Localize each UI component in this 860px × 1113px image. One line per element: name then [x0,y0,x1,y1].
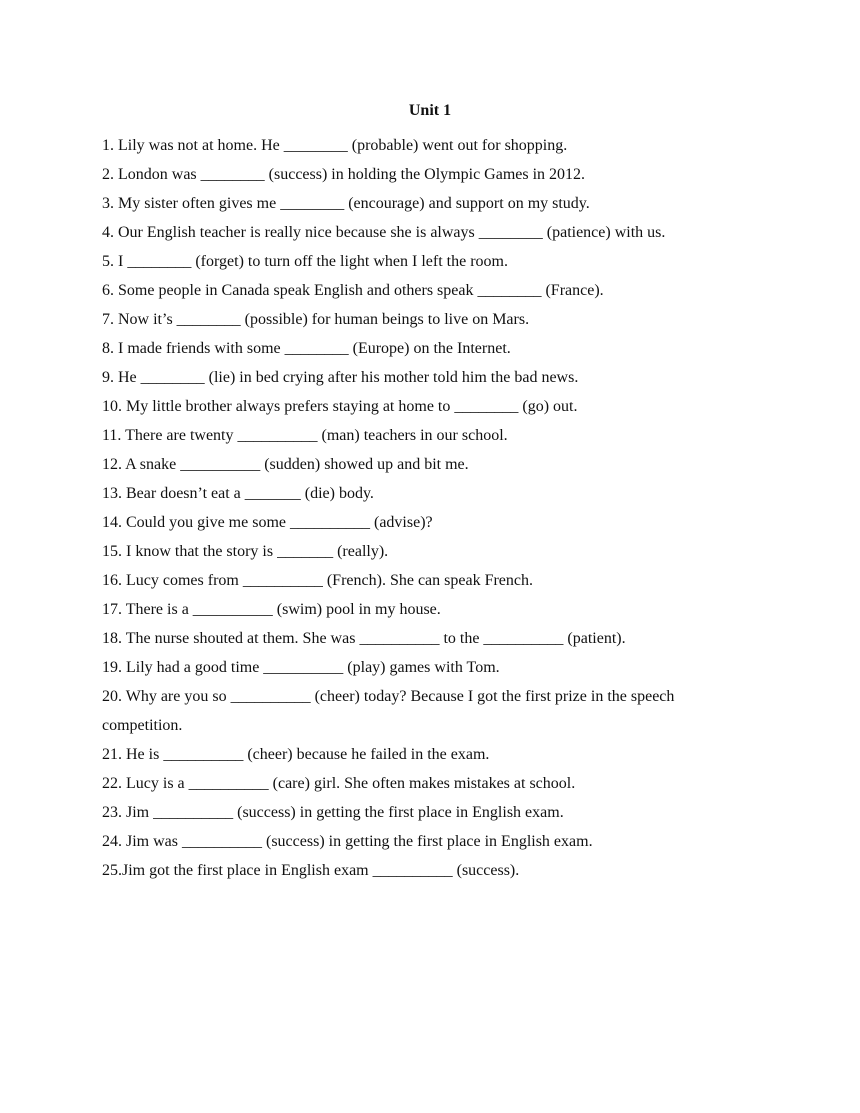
exercise-line: 12. A snake __________ (sudden) showed up and bit me. [102,456,469,473]
exercise-line: 6. Some people in Canada speak English and others speak ________ (France). [102,282,604,299]
exercise-line: 9. He ________ (lie) in bed crying after his mother told him the bad news. [102,369,579,386]
exercise-line: 14. Could you give me some __________ (advise)? [102,514,433,531]
exercise-list [102,131,742,885]
exercise-line: 23. Jim __________ (success) in getting the first place in English exam. [102,804,564,821]
exercise-line: 20. Why are you so __________ (cheer) today? Because I got the first prize in the speech [102,688,675,705]
exercise-line: 21. He is __________ (cheer) because he failed in the exam. [102,746,490,763]
exercise-line: 3. My sister often gives me ________ (encourage) and support on my study. [102,195,590,212]
exercise-line-continuation: competition. [102,717,183,734]
exercise-line: 11. There are twenty __________ (man) teachers in our school. [102,427,508,444]
exercise-line: 13. Bear doesn’t eat a _______ (die) body. [102,485,374,502]
exercise-line: 8. I made friends with some ________ (Europe) on the Internet. [102,340,511,357]
page-title: Unit 1 [408,102,452,119]
exercise-line: 19. Lily had a good time __________ (play) games with Tom. [102,659,500,676]
exercise-line: 22. Lucy is a __________ (care) girl. She often makes mistakes at school. [102,775,576,792]
exercise-line: 16. Lucy comes from __________ (French). She can speak French. [102,572,533,589]
exercise-line: 2. London was ________ (success) in holding the Olympic Games in 2012. [102,166,586,183]
exercise-line: 7. Now it’s ________ (possible) for human beings to live on Mars. [102,311,530,328]
exercise-line: 17. There is a __________ (swim) pool in my house. [102,601,441,618]
exercise-line: 10. My little brother always prefers staying at home to ________ (go) out. [102,398,578,415]
exercise-line: 25.Jim got the first place in English exam __________ (success). [102,862,520,879]
exercise-line: 4. Our English teacher is really nice because she is always ________ (patience) with us. [102,224,666,241]
exercise-line: 1. Lily was not at home. He ________ (probable) went out for shopping. [102,137,568,154]
exercise-line: 15. I know that the story is _______ (really). [102,543,389,560]
exercise-line: 5. I ________ (forget) to turn off the light when I left the room. [102,253,508,270]
exercise-line: 18. The nurse shouted at them. She was __________ to the __________ (patient). [102,630,626,647]
exercise-line: 24. Jim was __________ (success) in getting the first place in English exam. [102,833,593,850]
